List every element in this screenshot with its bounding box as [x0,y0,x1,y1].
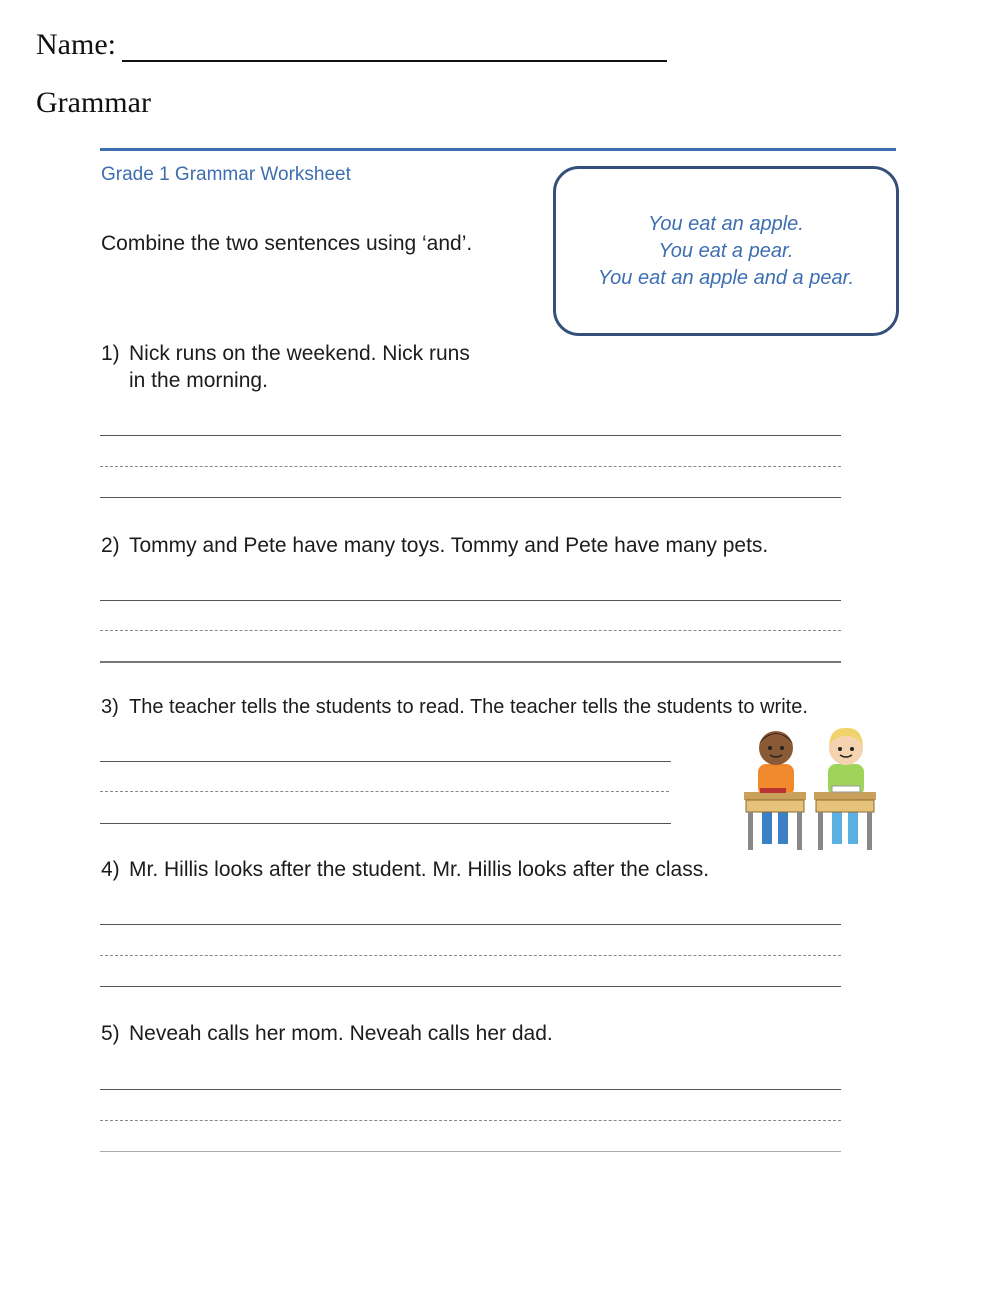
answer-line-2a[interactable] [100,600,841,601]
answer-line-5a[interactable] [100,1089,841,1090]
question-text: Nick runs on the weekend. Nick runs [129,342,470,365]
example-line-2: You eat a pear. [658,239,794,262]
question-3 [101,694,808,721]
question-text: Tommy and Pete have many toys. Tommy and Pete have many pets. [129,534,769,557]
answer-line-1b[interactable] [100,466,841,467]
name-label: Name: [36,28,116,61]
answer-line-5c[interactable] [100,1151,841,1152]
answer-line-2c[interactable] [100,661,841,663]
question-4 [101,856,709,883]
answer-line-3c[interactable] [100,823,671,824]
question-1 [101,340,470,394]
answer-line-4b[interactable] [100,955,841,956]
header-rule [100,148,896,151]
example-box [553,166,899,336]
answer-line-1a[interactable] [100,435,841,436]
question-5 [101,1020,553,1047]
answer-line-1c[interactable] [100,497,841,498]
name-field-row [36,28,667,62]
worksheet-title: Grade 1 Grammar Worksheet [101,164,351,185]
answer-line-2b[interactable] [100,630,841,631]
example-line-3: You eat an apple and a pear. [597,266,855,289]
question-number: 2) [101,534,120,557]
boy-dark-hair-icon [758,731,794,844]
answer-line-3b[interactable] [100,791,669,792]
answer-line-5b[interactable] [100,1120,841,1121]
question-number: 5) [101,1022,120,1045]
example-line-1: You eat an apple. [648,212,804,235]
question-text-cont: in the morning. [129,369,268,392]
desk-icon [814,786,876,850]
answer-line-3a[interactable] [100,761,671,762]
desk-icon [744,788,806,850]
instruction-text: Combine the two sentences using ‘and’. [101,232,473,255]
answer-line-4c[interactable] [100,986,841,987]
question-number: 3) [101,696,119,718]
question-text: The teacher tells the students to read. The teacher tells the students to write. [129,696,808,718]
question-2 [101,532,768,559]
answer-line-4a[interactable] [100,924,841,925]
name-blank-line[interactable] [122,30,667,62]
students-at-desks-illustration [740,724,880,854]
question-text: Mr. Hillis looks after the student. Mr. Hillis looks after the class. [129,858,710,881]
question-number: 4) [101,858,120,881]
question-number: 1) [101,342,120,365]
page-title: Grammar [36,86,151,119]
question-text: Neveah calls her mom. Neveah calls her dad. [129,1022,553,1045]
